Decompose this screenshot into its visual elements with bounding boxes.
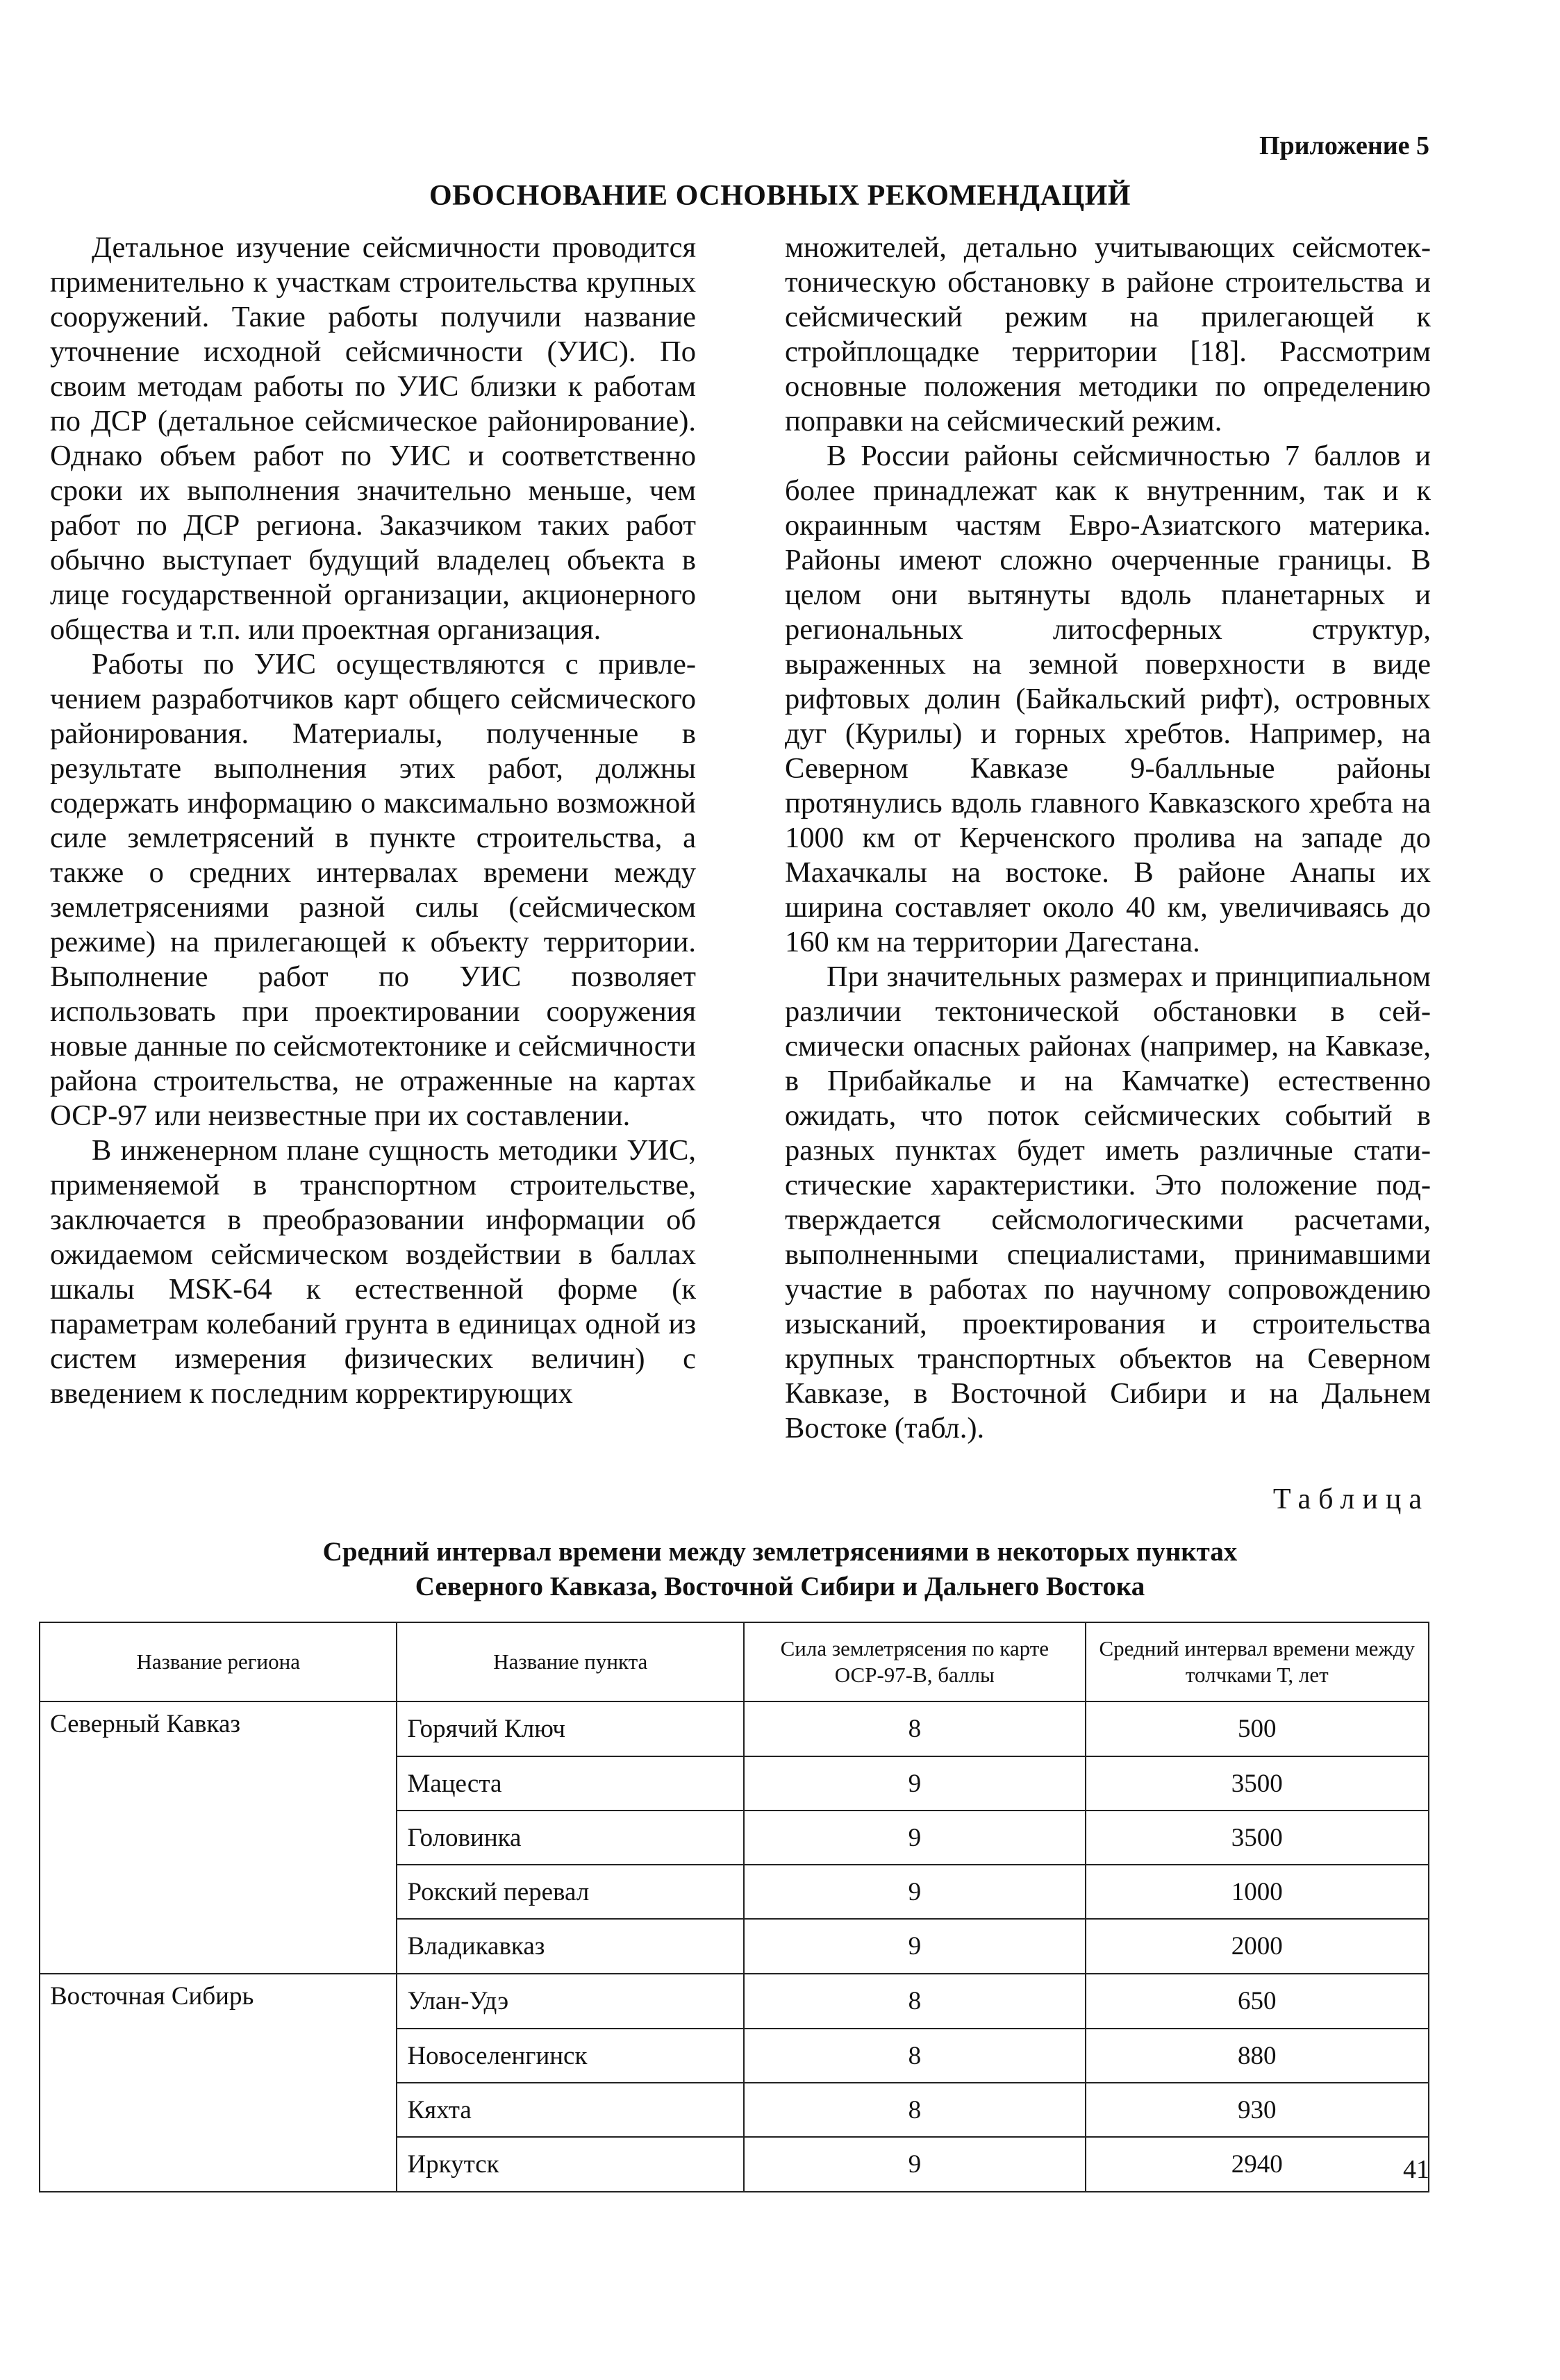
- table-row: [40, 2137, 1429, 2192]
- cell-point: Кяхта: [397, 2083, 744, 2137]
- cell-intensity: 9: [744, 1756, 1086, 1811]
- page-title: ОБОСНОВАНИЕ ОСНОВНЫХ РЕКОМЕНДАЦИЙ: [429, 180, 1131, 212]
- cell-point: Рокский перевал: [397, 1865, 744, 1919]
- table-header-row: [40, 1622, 1429, 1701]
- cell-intensity: 9: [744, 2137, 1086, 2192]
- cell-interval: 880: [1086, 2029, 1429, 2083]
- cell-intensity: 8: [744, 1701, 1086, 1756]
- cell-point: Новоселенгинск: [397, 2029, 744, 2083]
- table-row: [40, 1701, 1429, 1756]
- cell-intensity: 9: [744, 1865, 1086, 1919]
- cell-interval: 3500: [1086, 1811, 1429, 1865]
- table-row: [40, 2029, 1429, 2083]
- cell-region: [40, 2137, 397, 2192]
- table-row: [40, 2083, 1429, 2137]
- table-caption-line: Северного Кавказа, Восточной Сибири и Дальнего Востока: [415, 1572, 1145, 1601]
- cell-region: [40, 2029, 397, 2083]
- paragraph: Детальное изучение сейсмичности проводится применительно к участкам строительства крупных сооружений. Такие работы получили название уточнение исходной сейсмичности (УИС). По своим методам работы по УИС близки к работам по ДСР (детальное сейсмическое районирование). Однако объем работ по УИС и соответственно сроки их выполнения значительно меньше, чем работ по ДСР региона. Заказчиком таких работ обычно выступает будущий владелец объекта в лице государственной организации, акционерного общества и т.п. или проектная организация.: [50, 231, 696, 646]
- header-region: Название региона: [40, 1622, 397, 1701]
- paragraph-continued: множителей, детально учитывающих сейсмотектоническую обстановку в районе строительства и сейсмический режим на прилегающей к стройплощадке территории [18]. Рассмотрим основные положения методики по определению поправки на сейсмический режим.: [785, 231, 1431, 438]
- cell-region: [40, 1811, 397, 1865]
- header-point: Название пункта: [397, 1622, 744, 1701]
- cell-interval: 3500: [1086, 1756, 1429, 1811]
- cell-region: [40, 1919, 397, 1974]
- cell-region: Северный Кавказ: [40, 1701, 397, 1756]
- left-column: [50, 231, 696, 1446]
- paragraph: В России районы сейсмичностью 7 баллов и более принадлежат как к внутренним, так и к окраинным частям Евро-Азиатского материка. Районы имеют сложно очерченные границы. В целом они вытянуты вдоль планетарных и региональных литосферных структур, выраженных на земной поверхности в виде рифтовых долин (Байкальский рифт), островных дуг (Курилы) и горных хребтов. Например, на Северном Кавказе 9-балльные районы протянулись вдоль главного Кавказского хребта на 1000 км от Керченского пролива на западе до Махачкалы на востоке. В районе Анапы их ширина составляет около 40 км, увеличиваясь до 160 км на территории Дагестана.: [785, 440, 1431, 958]
- body-columns: [50, 231, 1431, 1446]
- earthquake-interval-table: [39, 1622, 1429, 2192]
- table-row: [40, 1756, 1429, 1811]
- cell-intensity: 8: [744, 2029, 1086, 2083]
- cell-point: Улан-Удэ: [397, 1974, 744, 2029]
- paragraph: В инженерном плане сущность методики УИС, применяемой в транспортном строительстве, заключается в преобразовании информации об ожидаемом сейсмическом воздействии в баллах шкалы MSK-64 к естественной форме (к параметрам колебаний грунта в единицах одной из систем измерения физических величин) с введением к последним корректирующих: [50, 1134, 696, 1410]
- cell-region: [40, 2083, 397, 2137]
- header-interval: Средний интервал времени между толчками Т, лет: [1086, 1622, 1429, 1701]
- table-row: [40, 1811, 1429, 1865]
- cell-interval: 1000: [1086, 1865, 1429, 1919]
- table-caption: [0, 1535, 1560, 1604]
- cell-point: Головинка: [397, 1811, 744, 1865]
- right-column: [785, 231, 1431, 1446]
- appendix-label: Приложение 5: [1259, 131, 1429, 160]
- cell-point: Владикавказ: [397, 1919, 744, 1974]
- table-body: [40, 1701, 1429, 2192]
- table-row: [40, 1865, 1429, 1919]
- table-label: Таблица: [1272, 1483, 1429, 1515]
- page-number: 41: [1403, 2155, 1429, 2184]
- table-caption-line: Средний интервал времени между землетрясениями в некоторых пунктах: [322, 1537, 1238, 1567]
- cell-interval: 2940: [1086, 2137, 1429, 2192]
- cell-intensity: 9: [744, 1811, 1086, 1865]
- cell-interval: 500: [1086, 1701, 1429, 1756]
- cell-intensity: 8: [744, 1974, 1086, 2029]
- cell-interval: 2000: [1086, 1919, 1429, 1974]
- cell-region: [40, 1865, 397, 1919]
- table-row: [40, 1974, 1429, 2029]
- cell-interval: 650: [1086, 1974, 1429, 2029]
- paragraph: Работы по УИС осуществляются с привлечением разработчиков карт общего сейсмического районирования. Материалы, полученные в результате выполнения этих работ, должны содержать информацию о максимально возможной силе землетрясений в пункте строительства, а также о средних интервалах времени между землетрясениями разной силы (сейсмическом режиме) на прилегающей к объекту территории. Выполнение работ по УИС позволяет использовать при проектировании сооружения новые данные по сейсмотектонике и сейсмичности района строительства, не отраженные на картах ОСР-97 или неизвестные при их составлении.: [50, 648, 696, 1132]
- cell-point: Горячий Ключ: [397, 1701, 744, 1756]
- paragraph: При значительных размерах и принципиальном различии тектонической обстановки в сейсмически опасных районах (например, на Кавказе, в Прибайкалье и на Камчатке) естественно ожидать, что поток сейсмических событий в разных пунктах будет иметь различные статистические характеристики. Это положение подтверждается сейсмологическими расчетами, выполненными специалистами, принимавшими участие в работах по научному сопровождению изысканий, проектирования и строительства крупных транспортных объектов на Северном Кавказе, в Восточной Сибири и на Дальнем Востоке (табл.).: [785, 960, 1431, 1445]
- cell-interval: 930: [1086, 2083, 1429, 2137]
- header-intensity: Сила землетрясения по карте ОСР-97-В, баллы: [744, 1622, 1086, 1701]
- cell-point: Иркутск: [397, 2137, 744, 2192]
- cell-point: Мацеста: [397, 1756, 744, 1811]
- cell-region: Восточная Сибирь: [40, 1974, 397, 2029]
- table-row: [40, 1919, 1429, 1974]
- cell-intensity: 9: [744, 1919, 1086, 1974]
- cell-region: [40, 1756, 397, 1811]
- cell-intensity: 8: [744, 2083, 1086, 2137]
